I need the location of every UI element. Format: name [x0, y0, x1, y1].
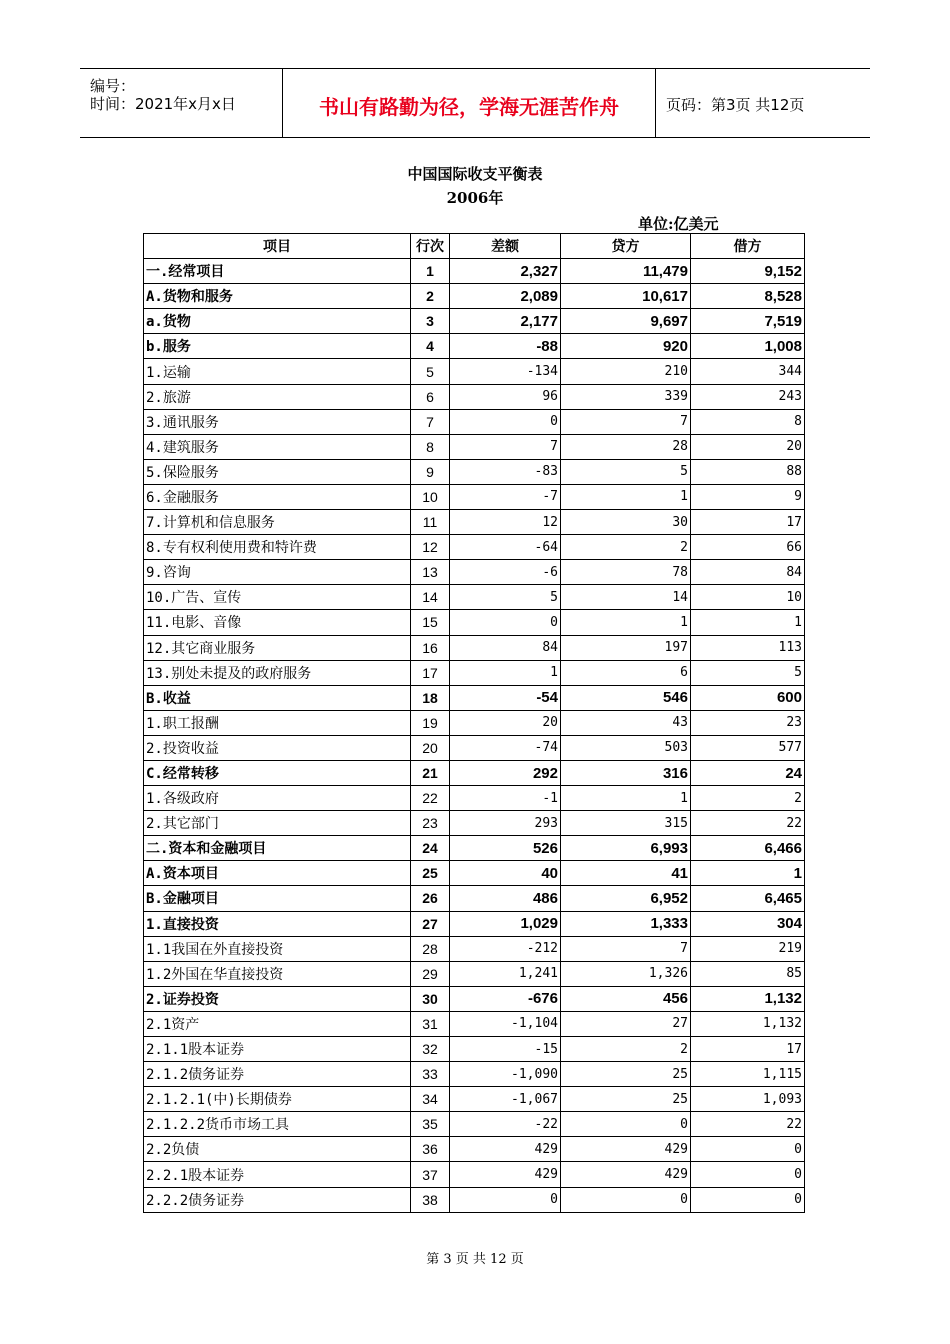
row-credit-cell: 429 [561, 1162, 691, 1187]
column-header-credit: 贷方 [561, 234, 691, 259]
row-number-cell: 29 [411, 961, 450, 986]
row-credit-cell: 2 [561, 1037, 691, 1062]
row-credit-cell: 339 [561, 384, 691, 409]
row-debit-cell: 1,132 [691, 986, 805, 1011]
row-balance-cell: -88 [450, 334, 561, 359]
row-debit-cell: 5 [691, 660, 805, 685]
row-number-cell: 28 [411, 936, 450, 961]
row-credit-cell: 429 [561, 1137, 691, 1162]
row-credit-cell: 1 [561, 484, 691, 509]
row-number-cell: 6 [411, 384, 450, 409]
row-item-cell: 2.旅游 [144, 384, 411, 409]
row-debit-cell: 2 [691, 786, 805, 811]
column-header-balance: 差额 [450, 234, 561, 259]
row-debit-cell: 17 [691, 510, 805, 535]
row-item-cell: 6.金融服务 [144, 484, 411, 509]
row-debit-cell: 9 [691, 484, 805, 509]
row-balance-cell: -676 [450, 986, 561, 1011]
row-number-cell: 36 [411, 1137, 450, 1162]
table-row [144, 284, 805, 309]
table-row [144, 434, 805, 459]
row-debit-cell: 17 [691, 1037, 805, 1062]
row-debit-cell: 1,008 [691, 334, 805, 359]
row-balance-cell: 2,327 [450, 259, 561, 284]
table-row [144, 1137, 805, 1162]
row-number-cell: 24 [411, 836, 450, 861]
row-credit-cell: 546 [561, 685, 691, 710]
row-number-cell: 5 [411, 359, 450, 384]
unit-label: 单位:亿美元 [638, 215, 719, 233]
table-row [144, 1187, 805, 1212]
row-debit-cell: 1,132 [691, 1011, 805, 1036]
row-item-cell: 1.1我国在外直接投资 [144, 936, 411, 961]
row-item-cell: 2.其它部门 [144, 811, 411, 836]
row-balance-cell: -83 [450, 459, 561, 484]
row-balance-cell: -64 [450, 535, 561, 560]
row-item-cell: 一.经常项目 [144, 259, 411, 284]
row-balance-cell: 526 [450, 836, 561, 861]
row-item-cell: 8.专有权利使用费和特许费 [144, 535, 411, 560]
page-header [80, 68, 870, 138]
row-debit-cell: 0 [691, 1187, 805, 1212]
row-number-cell: 27 [411, 911, 450, 936]
row-item-cell: 2.2负债 [144, 1137, 411, 1162]
row-balance-cell: -134 [450, 359, 561, 384]
row-debit-cell: 1 [691, 610, 805, 635]
table-row [144, 1162, 805, 1187]
header-page-cell [656, 69, 870, 137]
row-credit-cell: 1,333 [561, 911, 691, 936]
table-row [144, 484, 805, 509]
row-credit-cell: 14 [561, 585, 691, 610]
row-item-cell: B.收益 [144, 685, 411, 710]
column-header-debit: 借方 [691, 234, 805, 259]
row-balance-cell: 84 [450, 635, 561, 660]
row-item-cell: A.资本项目 [144, 861, 411, 886]
row-item-cell: 10.广告、宣传 [144, 585, 411, 610]
row-credit-cell: 1,326 [561, 961, 691, 986]
row-balance-cell: 429 [450, 1137, 561, 1162]
row-debit-cell: 10 [691, 585, 805, 610]
row-balance-cell: -1,090 [450, 1062, 561, 1087]
document-date-label: 时间：2021年x月x日 [90, 95, 236, 113]
table-row [144, 560, 805, 585]
row-credit-cell: 0 [561, 1112, 691, 1137]
row-balance-cell: 1 [450, 660, 561, 685]
row-number-cell: 25 [411, 861, 450, 886]
row-item-cell: 4.建筑服务 [144, 434, 411, 459]
row-debit-cell: 243 [691, 384, 805, 409]
row-debit-cell: 8 [691, 409, 805, 434]
row-debit-cell: 1 [691, 861, 805, 886]
table-row [144, 635, 805, 660]
row-number-cell: 2 [411, 284, 450, 309]
row-balance-cell: -1 [450, 786, 561, 811]
row-number-cell: 34 [411, 1087, 450, 1112]
table-row [144, 1087, 805, 1112]
row-credit-cell: 0 [561, 1187, 691, 1212]
row-balance-cell: 429 [450, 1162, 561, 1187]
table-row [144, 585, 805, 610]
row-credit-cell: 7 [561, 409, 691, 434]
row-balance-cell: -212 [450, 936, 561, 961]
row-number-cell: 32 [411, 1037, 450, 1062]
row-credit-cell: 1 [561, 610, 691, 635]
row-item-cell: 2.投资收益 [144, 735, 411, 760]
row-balance-cell: 0 [450, 409, 561, 434]
row-debit-cell: 20 [691, 434, 805, 459]
row-debit-cell: 113 [691, 635, 805, 660]
row-debit-cell: 84 [691, 560, 805, 585]
row-credit-cell: 27 [561, 1011, 691, 1036]
document-title: 中国国际收支平衡表 [407, 165, 543, 183]
table-body [144, 259, 805, 1213]
row-debit-cell: 219 [691, 936, 805, 961]
table-row [144, 811, 805, 836]
row-credit-cell: 456 [561, 986, 691, 1011]
table-row [144, 510, 805, 535]
row-balance-cell: 1,029 [450, 911, 561, 936]
row-balance-cell: 96 [450, 384, 561, 409]
row-balance-cell: 292 [450, 760, 561, 785]
row-item-cell: 2.1.1股本证券 [144, 1037, 411, 1062]
row-balance-cell: 12 [450, 510, 561, 535]
row-number-cell: 15 [411, 610, 450, 635]
row-item-cell: 1.2外国在华直接投资 [144, 961, 411, 986]
row-balance-cell: -7 [450, 484, 561, 509]
row-debit-cell: 344 [691, 359, 805, 384]
row-debit-cell: 600 [691, 685, 805, 710]
table-row [144, 409, 805, 434]
row-item-cell: C.经常转移 [144, 760, 411, 785]
table-header-row [144, 234, 805, 259]
row-credit-cell: 25 [561, 1062, 691, 1087]
row-item-cell: 9.咨询 [144, 560, 411, 585]
page-footer: 第 3 页 共 12 页 [426, 1252, 524, 1267]
row-credit-cell: 9,697 [561, 309, 691, 334]
row-credit-cell: 6,952 [561, 886, 691, 911]
row-number-cell: 20 [411, 735, 450, 760]
table-row [144, 384, 805, 409]
row-number-cell: 11 [411, 510, 450, 535]
row-debit-cell: 22 [691, 1112, 805, 1137]
row-item-cell: 1.运输 [144, 359, 411, 384]
row-item-cell: A.货物和服务 [144, 284, 411, 309]
table-row [144, 861, 805, 886]
row-number-cell: 13 [411, 560, 450, 585]
table-row [144, 459, 805, 484]
row-item-cell: 1.各级政府 [144, 786, 411, 811]
row-number-cell: 19 [411, 710, 450, 735]
row-credit-cell: 316 [561, 760, 691, 785]
row-credit-cell: 1 [561, 786, 691, 811]
row-debit-cell: 1,115 [691, 1062, 805, 1087]
row-credit-cell: 2 [561, 535, 691, 560]
row-number-cell: 23 [411, 811, 450, 836]
row-balance-cell: -74 [450, 735, 561, 760]
row-credit-cell: 7 [561, 936, 691, 961]
column-header-row-number: 行次 [411, 234, 450, 259]
row-item-cell: 7.计算机和信息服务 [144, 510, 411, 535]
row-debit-cell: 66 [691, 535, 805, 560]
balance-of-payments-table [143, 233, 805, 1213]
table-row [144, 986, 805, 1011]
row-number-cell: 16 [411, 635, 450, 660]
row-number-cell: 18 [411, 685, 450, 710]
row-debit-cell: 7,519 [691, 309, 805, 334]
row-balance-cell: -54 [450, 685, 561, 710]
row-item-cell: b.服务 [144, 334, 411, 359]
row-number-cell: 37 [411, 1162, 450, 1187]
row-debit-cell: 88 [691, 459, 805, 484]
row-debit-cell: 85 [691, 961, 805, 986]
table-row [144, 1037, 805, 1062]
row-number-cell: 26 [411, 886, 450, 911]
row-credit-cell: 78 [561, 560, 691, 585]
row-balance-cell: 2,089 [450, 284, 561, 309]
row-credit-cell: 43 [561, 710, 691, 735]
document-number-label: 编号： [90, 77, 136, 95]
row-number-cell: 7 [411, 409, 450, 434]
row-credit-cell: 197 [561, 635, 691, 660]
table-row [144, 334, 805, 359]
table-row [144, 1112, 805, 1137]
table-row [144, 936, 805, 961]
row-balance-cell: 293 [450, 811, 561, 836]
row-number-cell: 14 [411, 585, 450, 610]
row-number-cell: 21 [411, 760, 450, 785]
row-debit-cell: 22 [691, 811, 805, 836]
row-number-cell: 9 [411, 459, 450, 484]
row-number-cell: 1 [411, 259, 450, 284]
row-credit-cell: 6,993 [561, 836, 691, 861]
table-row [144, 735, 805, 760]
row-item-cell: 12.其它商业服务 [144, 635, 411, 660]
row-balance-cell: -1,104 [450, 1011, 561, 1036]
row-debit-cell: 0 [691, 1137, 805, 1162]
row-item-cell: 1.职工报酬 [144, 710, 411, 735]
row-credit-cell: 6 [561, 660, 691, 685]
document-year: 2006年 [446, 189, 504, 207]
table-row [144, 610, 805, 635]
table-row [144, 359, 805, 384]
row-item-cell: 2.1资产 [144, 1011, 411, 1036]
table-row [144, 710, 805, 735]
row-number-cell: 30 [411, 986, 450, 1011]
row-item-cell: 11.电影、音像 [144, 610, 411, 635]
table-row [144, 911, 805, 936]
header-motto-cell [283, 69, 656, 137]
row-item-cell: 二.资本和金融项目 [144, 836, 411, 861]
row-credit-cell: 920 [561, 334, 691, 359]
table-row [144, 760, 805, 785]
row-balance-cell: 7 [450, 434, 561, 459]
row-item-cell: 2.1.2.1(中)长期债券 [144, 1087, 411, 1112]
header-page-number: 页码：第3页 共12页 [666, 96, 805, 114]
header-motto: 书山有路勤为径，学海无涯苦作舟 [319, 95, 619, 119]
row-debit-cell: 8,528 [691, 284, 805, 309]
row-credit-cell: 503 [561, 735, 691, 760]
row-debit-cell: 23 [691, 710, 805, 735]
row-debit-cell: 0 [691, 1162, 805, 1187]
row-balance-cell: 20 [450, 710, 561, 735]
row-credit-cell: 10,617 [561, 284, 691, 309]
row-debit-cell: 6,466 [691, 836, 805, 861]
row-debit-cell: 304 [691, 911, 805, 936]
table-row [144, 1062, 805, 1087]
row-number-cell: 4 [411, 334, 450, 359]
row-balance-cell: -15 [450, 1037, 561, 1062]
row-item-cell: 5.保险服务 [144, 459, 411, 484]
table-row [144, 259, 805, 284]
table-row [144, 961, 805, 986]
row-credit-cell: 5 [561, 459, 691, 484]
row-item-cell: 1.直接投资 [144, 911, 411, 936]
row-item-cell: a.货物 [144, 309, 411, 334]
row-debit-cell: 1,093 [691, 1087, 805, 1112]
row-item-cell: 2.2.2债务证券 [144, 1187, 411, 1212]
table-row [144, 660, 805, 685]
row-number-cell: 31 [411, 1011, 450, 1036]
row-balance-cell: 5 [450, 585, 561, 610]
table-row [144, 685, 805, 710]
row-balance-cell: -1,067 [450, 1087, 561, 1112]
row-item-cell: 3.通讯服务 [144, 409, 411, 434]
row-credit-cell: 315 [561, 811, 691, 836]
row-item-cell: 2.证券投资 [144, 986, 411, 1011]
row-balance-cell: 2,177 [450, 309, 561, 334]
table-row [144, 786, 805, 811]
row-balance-cell: -6 [450, 560, 561, 585]
row-number-cell: 17 [411, 660, 450, 685]
row-item-cell: 13.别处未提及的政府服务 [144, 660, 411, 685]
row-number-cell: 35 [411, 1112, 450, 1137]
table-row [144, 1011, 805, 1036]
row-number-cell: 8 [411, 434, 450, 459]
row-balance-cell: 0 [450, 610, 561, 635]
row-credit-cell: 25 [561, 1087, 691, 1112]
table-row [144, 535, 805, 560]
row-balance-cell: 40 [450, 861, 561, 886]
row-credit-cell: 28 [561, 434, 691, 459]
table-row [144, 309, 805, 334]
row-number-cell: 12 [411, 535, 450, 560]
row-debit-cell: 6,465 [691, 886, 805, 911]
row-debit-cell: 9,152 [691, 259, 805, 284]
table-row [144, 836, 805, 861]
column-header-item: 项目 [144, 234, 411, 259]
row-number-cell: 10 [411, 484, 450, 509]
table-row [144, 886, 805, 911]
row-credit-cell: 11,479 [561, 259, 691, 284]
row-number-cell: 3 [411, 309, 450, 334]
row-number-cell: 33 [411, 1062, 450, 1087]
row-balance-cell: 486 [450, 886, 561, 911]
row-credit-cell: 30 [561, 510, 691, 535]
row-credit-cell: 41 [561, 861, 691, 886]
row-item-cell: 2.1.2.2货币市场工具 [144, 1112, 411, 1137]
row-number-cell: 22 [411, 786, 450, 811]
row-number-cell: 38 [411, 1187, 450, 1212]
row-item-cell: 2.2.1股本证券 [144, 1162, 411, 1187]
row-debit-cell: 24 [691, 760, 805, 785]
row-balance-cell: -22 [450, 1112, 561, 1137]
row-credit-cell: 210 [561, 359, 691, 384]
header-meta-cell [80, 69, 283, 137]
row-debit-cell: 577 [691, 735, 805, 760]
row-item-cell: B.金融项目 [144, 886, 411, 911]
row-balance-cell: 1,241 [450, 961, 561, 986]
row-balance-cell: 0 [450, 1187, 561, 1212]
row-item-cell: 2.1.2债务证券 [144, 1062, 411, 1087]
